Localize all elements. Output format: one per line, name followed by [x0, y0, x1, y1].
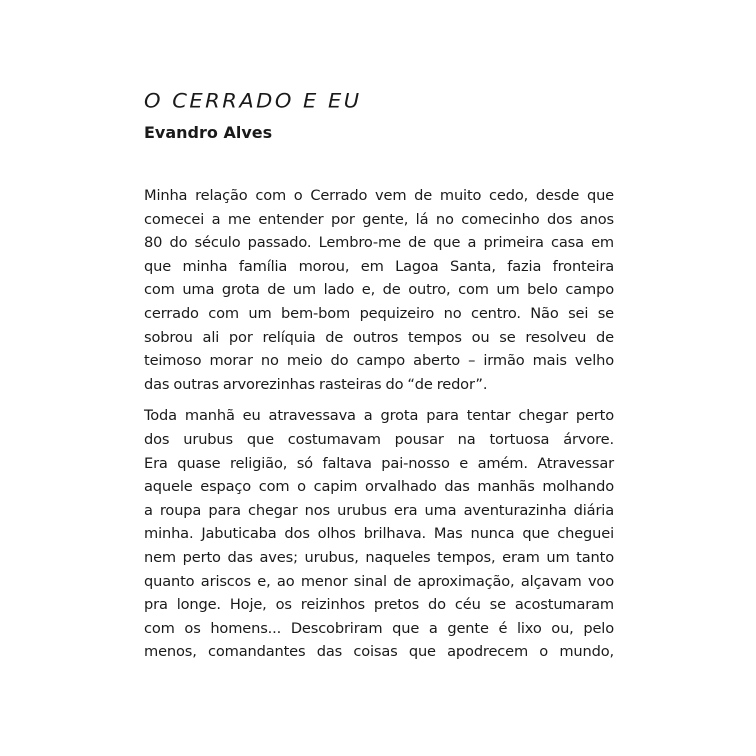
text-line: Era quase religião, só faltava pai-nosso e amém. Atravessar	[144, 454, 614, 472]
article-body	[144, 184, 614, 664]
paragraph-2	[144, 404, 614, 664]
text-line: sobrou ali por relíquia de outros tempos ou se resolveu de	[144, 328, 614, 346]
text-line: Toda manhã eu atravessava a grota para tentar chegar perto	[144, 407, 614, 425]
text-line: cerrado com um bem-bom pequizeiro no centro. Não sei se	[144, 304, 614, 322]
article-author: Evandro Alves	[144, 123, 273, 142]
text-line: nem perto das aves; urubus, naqueles tempos, eram um tanto	[144, 548, 614, 566]
text-line: a roupa para chegar nos urubus era uma aventurazinha diária	[144, 501, 614, 519]
text-line: dos urubus que costumavam pousar na tortuosa árvore.	[144, 430, 614, 448]
text-line: com os homens... Descobriram que a gente é lixo ou, pelo	[144, 619, 614, 637]
text-line: aquele espaço com o capim orvalhado das manhãs molhando	[144, 478, 614, 496]
article-title: O CERRADO E EU	[144, 89, 362, 113]
text-line: minha. Jabuticaba dos olhos brilhava. Mas nunca que cheguei	[144, 525, 614, 543]
paragraph-1	[144, 184, 614, 396]
text-line: quanto ariscos e, ao menor sinal de aproximação, alçavam voo	[144, 572, 614, 590]
text-line: das outras arvorezinhas rasteiras do “de redor”.	[144, 375, 488, 393]
text-line: que minha família morou, em Lagoa Santa, fazia fronteira	[144, 257, 614, 275]
text-line: Minha relação com o Cerrado vem de muito cedo, desde que	[144, 187, 614, 204]
text-line: teimoso morar no meio do campo aberto – irmão mais velho	[144, 352, 614, 370]
text-line: 80 do século passado. Lembro-me de que a primeira casa em	[144, 234, 614, 252]
text-line: comecei a me entender por gente, lá no comecinho dos anos	[144, 210, 614, 228]
text-line: pra longe. Hoje, os reizinhos pretos do céu se acostumaram	[144, 596, 614, 614]
text-line: menos, comandantes das coisas que apodrecem o mundo,	[144, 643, 614, 661]
page-content	[144, 86, 614, 672]
text-line: com uma grota de um lado e, de outro, com um belo campo	[144, 281, 614, 299]
